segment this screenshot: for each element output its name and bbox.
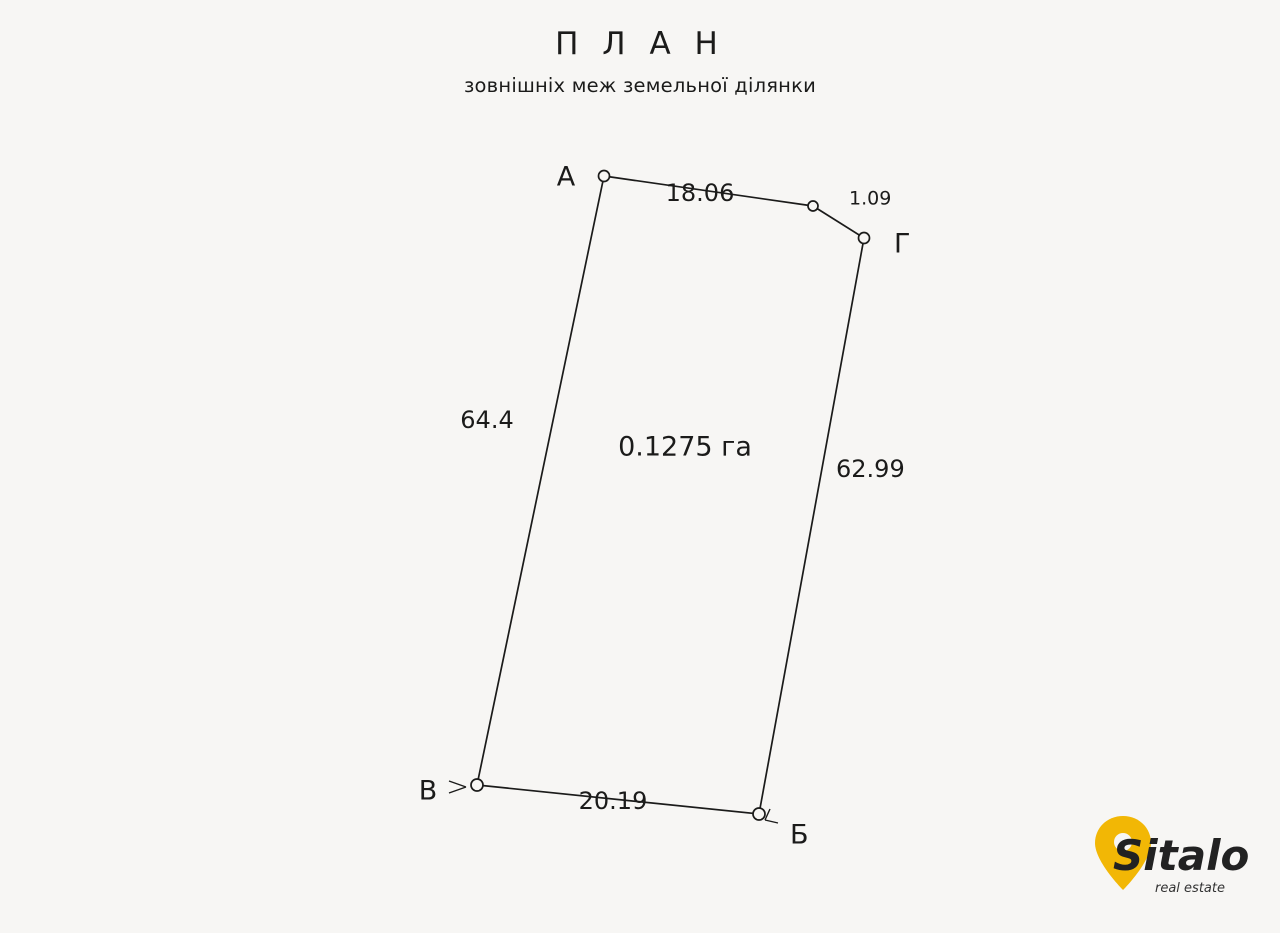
page-title: П Л А Н	[555, 26, 725, 62]
watermark-tagline: real estate	[1155, 881, 1225, 896]
vertex-label-b: Б	[790, 819, 809, 851]
vertex-marker-v	[471, 779, 483, 791]
boundary-tick-v	[449, 781, 466, 793]
plot-outline	[477, 176, 864, 814]
side-length-b-v: 20.19	[578, 787, 648, 815]
side-length-a-mid: 18.06	[665, 179, 735, 207]
vertex-marker-g	[859, 233, 870, 244]
vertex-label-v: В	[418, 775, 438, 807]
plot-area-label: 0.1275 га	[618, 431, 752, 463]
watermark-brand: Sitalo	[1113, 831, 1250, 880]
boundary-tick-b	[765, 809, 778, 823]
watermark-logo	[1093, 812, 1253, 912]
vertex-label-a: А	[556, 161, 576, 193]
side-length-mid-g: 1.09	[849, 187, 892, 210]
vertex-marker-mid	[808, 201, 818, 211]
vertex-marker-a	[599, 171, 610, 182]
side-length-v-a: 64.4	[460, 406, 514, 434]
side-length-g-b: 62.99	[836, 455, 905, 483]
vertex-marker-b	[753, 808, 765, 820]
vertex-label-g: Г	[894, 228, 911, 260]
page-subtitle: зовнішніх меж земельної ділянки	[463, 74, 816, 97]
